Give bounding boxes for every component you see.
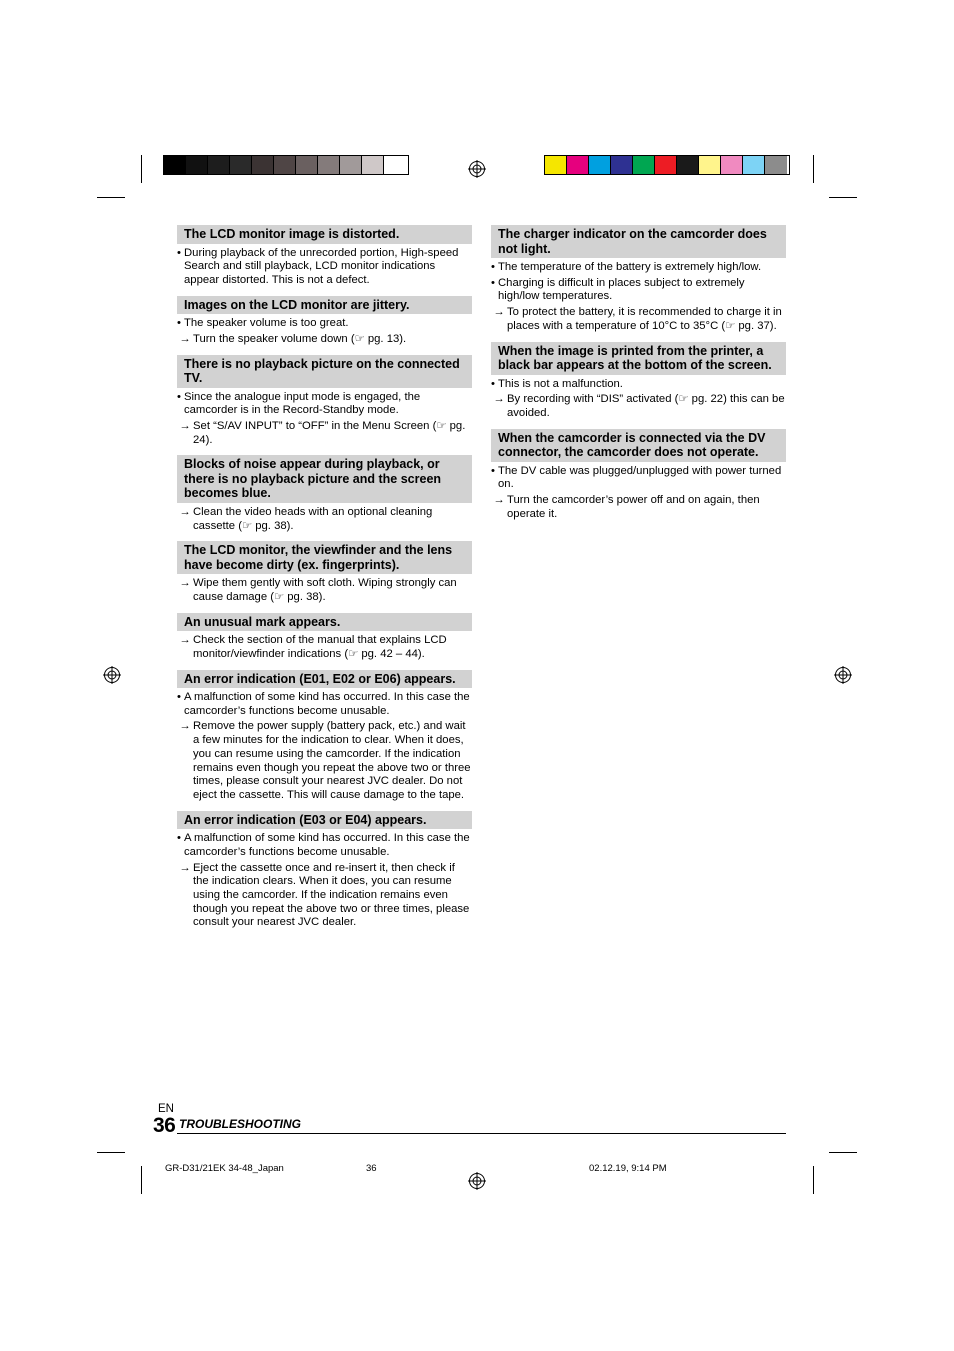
crop-mark (141, 155, 142, 183)
crop-mark (97, 1152, 125, 1153)
cause-item (177, 832, 472, 859)
item-text: Remove the power supply (battery pack, etc.) and wait a few minutes for the indication to clear. When it does, you can resume using the camcorder. If the indication remains even though you repeat the above two or three times, please consult your nearest JVC dealer. Do not eject the cassette. This will cause damage to the tape. (193, 720, 471, 801)
troubleshooting-section (177, 455, 472, 541)
troubleshooting-section (177, 355, 472, 456)
registration-target-icon (468, 1172, 486, 1190)
arrow-icon: → (179, 861, 191, 874)
left-column (177, 225, 472, 938)
bullet-icon: • (177, 390, 181, 403)
color-swatch (208, 156, 230, 174)
bullet-icon: • (491, 261, 495, 273)
bullet-icon: • (491, 464, 495, 477)
item-text: The DV cable was plugged/unplugged with power turned on. (498, 464, 782, 491)
item-text: Wipe them gently with soft cloth. Wiping strongly can cause damage (☞ pg. 38). (193, 577, 457, 603)
color-calibration-bar (544, 155, 790, 175)
registration-target-icon (468, 160, 486, 178)
grayscale-calibration-bar (163, 155, 409, 175)
item-text: Charging is difficult in places subject to extremely high/low temperatures. (498, 276, 745, 303)
slug-filename: GR-D31/21EK 34-48_Japan (165, 1163, 284, 1174)
crop-mark (829, 197, 857, 198)
item-text: Clean the video heads with an optional cleaning cassette (☞ pg. 38). (193, 505, 433, 532)
remedy-item (177, 506, 472, 533)
section-heading: The LCD monitor, the viewfinder and the lens have become dirty (ex. fingerprints). (177, 541, 472, 574)
troubleshooting-section (491, 225, 786, 342)
remedy-item (491, 494, 786, 521)
item-text: Eject the cassette once and re-insert it, then check if the indication clears. When it does, you can resume using the camcorder. If the indication remains even though you repeat the above two or three times, please consult your nearest JVC dealer. (193, 861, 470, 929)
crop-mark (97, 197, 125, 198)
bullet-icon: • (177, 246, 181, 259)
page-number: 36 (153, 1114, 176, 1137)
section-title: TROUBLESHOOTING (179, 1117, 301, 1131)
remedy-item (177, 333, 472, 347)
section-heading: The charger indicator on the camcorder does not light. (491, 225, 786, 258)
color-swatch (765, 156, 787, 174)
section-heading: There is no playback picture on the connected TV. (177, 355, 472, 388)
color-swatch (699, 156, 721, 174)
section-heading: An error indication (E01, E02 or E06) appears. (177, 670, 472, 689)
color-swatch (252, 156, 274, 174)
footer-rule (177, 1133, 786, 1134)
color-swatch (164, 156, 186, 174)
arrow-icon: → (179, 505, 191, 518)
remedy-item (491, 393, 786, 420)
color-swatch (721, 156, 743, 174)
slug-timestamp: 02.12.19, 9:14 PM (589, 1163, 667, 1174)
color-swatch (296, 156, 318, 174)
language-label: EN (158, 1103, 174, 1115)
remedy-item (177, 420, 472, 447)
right-column (491, 225, 786, 529)
arrow-icon: → (493, 393, 505, 406)
color-swatch (274, 156, 296, 174)
troubleshooting-section (491, 342, 786, 429)
item-text: Turn the speaker volume down (☞ pg. 13). (193, 332, 407, 345)
item-text: Turn the camcorder’s power off and on again, then operate it. (507, 494, 760, 520)
color-swatch (567, 156, 589, 174)
section-heading: Images on the LCD monitor are jittery. (177, 296, 472, 315)
bullet-icon: • (177, 832, 181, 845)
troubleshooting-section (177, 225, 472, 296)
item-text: Check the section of the manual that explains LCD monitor/viewfinder indications (☞ pg. 42 – 44). (193, 634, 447, 660)
color-swatch (743, 156, 765, 174)
arrow-icon: → (493, 306, 505, 319)
color-swatch (362, 156, 384, 174)
color-swatch (611, 156, 633, 174)
arrow-icon: → (493, 494, 505, 507)
color-swatch (186, 156, 208, 174)
remedy-item (177, 577, 472, 604)
slug-page: 36 (366, 1163, 377, 1174)
bullet-icon: • (491, 377, 495, 390)
item-text: By recording with “DIS” activated (☞ pg. 22) this can be avoided. (507, 393, 785, 419)
item-text: The speaker volume is too great. (184, 317, 349, 330)
registration-target-icon (834, 666, 852, 684)
color-swatch (384, 156, 406, 174)
crop-mark (813, 155, 814, 183)
color-swatch (318, 156, 340, 174)
registration-target-icon (103, 666, 121, 684)
troubleshooting-section (177, 613, 472, 670)
crop-mark (141, 1166, 142, 1194)
cause-item (491, 261, 786, 275)
cause-item (491, 465, 786, 492)
color-swatch (655, 156, 677, 174)
color-swatch (633, 156, 655, 174)
remedy-item (177, 720, 472, 802)
arrow-icon: → (179, 332, 191, 345)
troubleshooting-section (177, 541, 472, 612)
cause-item (177, 317, 472, 331)
section-heading: An unusual mark appears. (177, 613, 472, 632)
remedy-item (491, 306, 786, 333)
crop-mark (829, 1152, 857, 1153)
item-text: The temperature of the battery is extremely high/low. (498, 261, 762, 273)
troubleshooting-section (177, 670, 472, 811)
arrow-icon: → (179, 577, 191, 590)
section-heading: When the camcorder is connected via the DV connector, the camcorder does not operate. (491, 429, 786, 462)
bullet-icon: • (177, 317, 181, 330)
section-heading: The LCD monitor image is distorted. (177, 225, 472, 244)
item-text: During playback of the unrecorded portion, High-speed Search and still playback, LCD monitor indications appear distorted. This is not a defect. (184, 246, 459, 286)
item-text: This is not a malfunction. (498, 377, 623, 390)
section-heading: An error indication (E03 or E04) appears. (177, 811, 472, 830)
arrow-icon: → (179, 634, 191, 647)
item-text: Set “S/AV INPUT” to “OFF” in the Menu Screen (☞ pg. 24). (193, 419, 466, 446)
arrow-icon: → (179, 720, 191, 733)
cause-item (177, 391, 472, 418)
remedy-item (177, 634, 472, 661)
section-heading: Blocks of noise appear during playback, or there is no playback picture and the screen becomes blue. (177, 455, 472, 503)
troubleshooting-section (177, 296, 472, 355)
cause-item (491, 378, 786, 392)
troubleshooting-section (491, 429, 786, 530)
arrow-icon: → (179, 419, 191, 432)
cause-item (177, 247, 472, 288)
item-text: Since the analogue input mode is engaged, the camcorder is in the Record-Standby mode. (184, 390, 421, 417)
bullet-icon: • (491, 276, 495, 289)
item-text: A malfunction of some kind has occurred. In this case the camcorder’s functions become unusable. (184, 691, 470, 717)
item-text: A malfunction of some kind has occurred. In this case the camcorder’s functions become unusable. (184, 832, 470, 858)
remedy-item (177, 862, 472, 931)
item-text: To protect the battery, it is recommended to charge it in places with a temperature of 10°C to 35°C (☞ pg. 37). (507, 306, 782, 332)
bullet-icon: • (177, 691, 181, 704)
cause-item (491, 277, 786, 304)
cause-item (177, 691, 472, 718)
color-swatch (677, 156, 699, 174)
troubleshooting-section (177, 811, 472, 938)
color-swatch (589, 156, 611, 174)
color-swatch (230, 156, 252, 174)
color-swatch (545, 156, 567, 174)
crop-mark (813, 1166, 814, 1194)
section-heading: When the image is printed from the printer, a black bar appears at the bottom of the screen. (491, 342, 786, 375)
color-swatch (340, 156, 362, 174)
